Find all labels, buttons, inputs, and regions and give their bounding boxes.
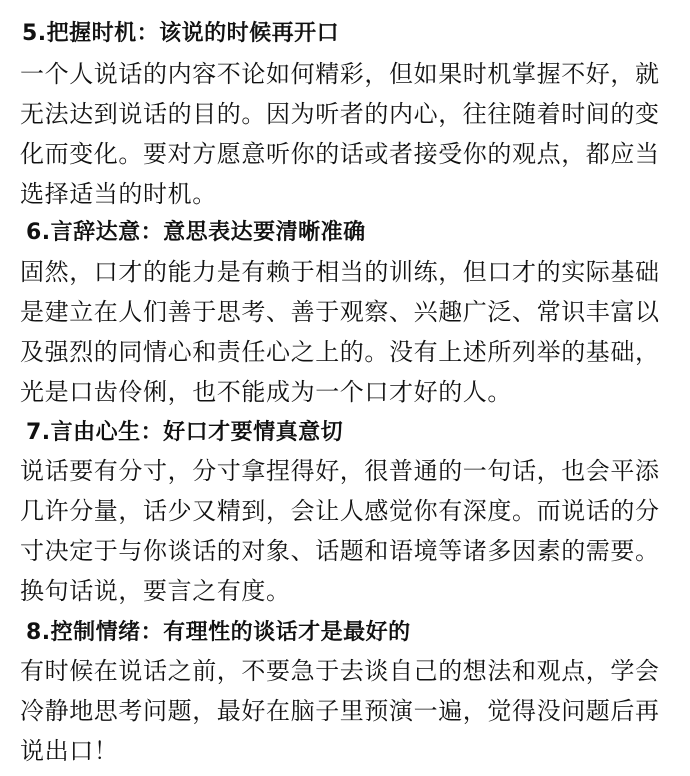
paragraph-line: 是建立在人们善于思考、善于观察、兴趣广泛、常识丰富以: [20, 298, 660, 326]
paragraph-line: 选择适当的时机。: [20, 180, 217, 208]
section-heading: 8.控制情绪：有理性的谈话才是最好的: [26, 620, 411, 645]
paragraph-line: 换句话说，要言之有度。: [20, 577, 291, 605]
section-heading: 5.把握时机：该说的时候再开口: [22, 21, 340, 46]
paragraph-line: 寸决定于与你谈话的对象、话题和语境等诸多因素的需要。: [20, 537, 660, 565]
paragraph-line: 冷静地思考问题，最好在脑子里预演一遍，觉得没问题后再: [20, 697, 660, 725]
paragraph-line: 无法达到说话的目的。因为听者的内心，往往随着时间的变: [20, 100, 660, 128]
paragraph-line: 固然，口才的能力是有赖于相当的训练，但口才的实际基础: [20, 258, 660, 286]
paragraph-line: 化而变化。要对方愿意听你的话或者接受你的观点，都应当: [20, 140, 660, 168]
paragraph-line: 说出口！: [20, 737, 119, 765]
paragraph-line: 光是口齿伶俐，也不能成为一个口才好的人。: [20, 378, 512, 406]
paragraph-line: 几许分量，话少又精到，会让人感觉你有深度。而说话的分: [20, 497, 660, 525]
section-heading: 6.言辞达意：意思表达要清晰准确: [26, 220, 366, 245]
section-heading: 7.言由心生：好口才要情真意切: [26, 420, 344, 445]
paragraph-line: 说话要有分寸，分寸拿捏得好，很普通的一句话，也会平添: [20, 457, 660, 485]
paragraph-line: 一个人说话的内容不论如何精彩，但如果时机掌握不好，就: [20, 60, 660, 88]
paragraph-line: 有时候在说话之前，不要急于去谈自己的想法和观点，学会: [20, 657, 660, 685]
paragraph-line: 及强烈的同情心和责任心之上的。没有上述所列举的基础，: [20, 338, 660, 366]
